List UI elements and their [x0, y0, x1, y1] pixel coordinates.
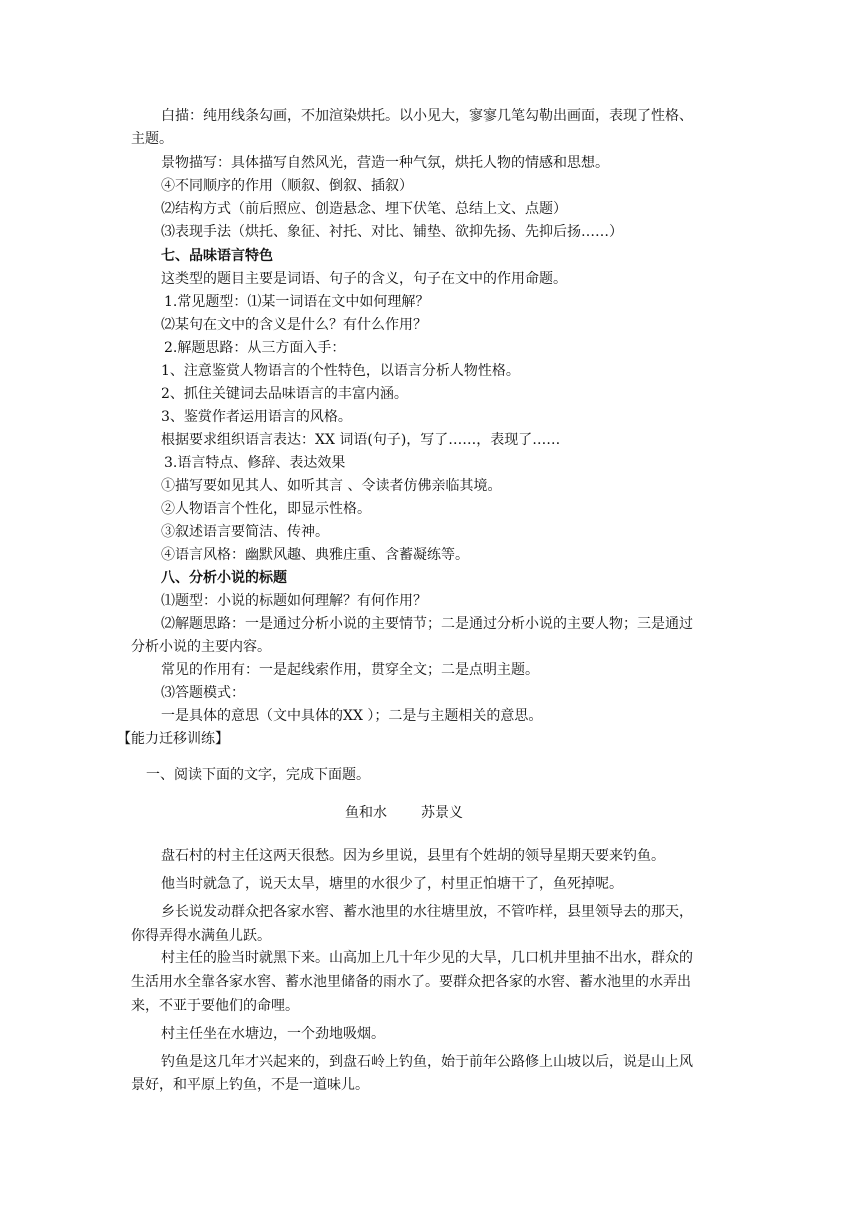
text-line: 乡长说发动群众把各家水窖、蓄水池里的水往塘里放，不管咋样，县里领导去的那天，	[161, 904, 693, 920]
text-line: 钓鱼是这几年才兴起来的，到盘石岭上钓鱼，始于前年公路修上山坡以后，说是山上风	[161, 1054, 693, 1070]
text-line: ⑵结构方式（前后照应、创造悬念、埋下伏笔、总结上文、点题）	[161, 201, 567, 217]
text-line: 一、阅读下面的文字，完成下面题。	[146, 767, 370, 783]
text-line: 常见的作用有：一是起线索作用，贯穿全文；二是点明主题。	[161, 662, 539, 678]
text-line: 这类型的题目主要是词语、句子的含义，句子在文中的作用命题。	[161, 271, 567, 287]
text-line: 来，不亚于要他们的命哩。	[131, 998, 299, 1014]
story-author: 苏景义	[421, 805, 463, 821]
text-line: 1.常见题型：⑴某一词语在文中如何理解？	[164, 294, 430, 310]
text-line: ⑴题型：小说的标题如何理解？有何作用？	[161, 593, 427, 609]
section-heading: 【能力迁移训练】	[117, 731, 229, 747]
text-line: 根据要求组织语言表达：XX 词语(句子)，写了……，表现了……	[161, 432, 561, 448]
section-heading: 八、分析小说的标题	[161, 570, 287, 586]
text-line: ②人物语言个性化，即显示性格。	[161, 501, 371, 517]
text-line: 生活用水全靠各家水窖、蓄水池里储备的雨水了。要群众把各家的水窖、蓄水池里的水弄出	[131, 974, 691, 990]
text-line: ④语言风格：幽默风趣、典雅庄重、含蓄凝练等。	[161, 547, 469, 563]
section-heading: 七、品味语言特色	[161, 248, 273, 264]
text-line: 他当时就急了，说天太旱，塘里的水很少了，村里正怕塘干了，鱼死掉呢。	[161, 876, 623, 892]
text-line: 2、抓住关键词去品味语言的丰富内涵。	[161, 386, 408, 402]
text-line: 主题。	[131, 131, 173, 147]
text-line: 村主任的脸当时就黑下来。山高加上几十年少见的大旱，几口机井里抽不出水，群众的	[161, 950, 693, 966]
text-line: ①描写要如见其人、如听其言 、令读者仿佛亲临其境。	[161, 478, 502, 494]
text-line: ④不同顺序的作用（顺叙、倒叙、插叙）	[161, 178, 413, 194]
text-line: ⑶答题模式：	[161, 685, 245, 701]
text-line: 分析小说的主要内容。	[131, 639, 271, 655]
text-line: 2.解题思路：从三方面入手：	[164, 340, 346, 356]
text-line: 你得弄得水满鱼儿跃。	[131, 928, 271, 944]
text-line: 3.语言特点、修辞、表达效果	[164, 455, 346, 471]
text-line: ⑵解题思路：一是通过分析小说的主要情节；二是通过分析小说的主要人物；三是通过	[161, 616, 693, 632]
text-line: ③叙述语言要简洁、传神。	[161, 524, 329, 540]
text-line: ⑵某句在文中的含义是什么？有什么作用？	[161, 317, 427, 333]
text-line: 景好，和平原上钓鱼，不是一道味儿。	[131, 1077, 369, 1093]
text-line: 白描：纯用线条勾画，不加渲染烘托。以小见大，寥寥几笔勾勒出画面，表现了性格、	[161, 108, 693, 124]
text-line: 1、注意鉴赏人物语言的个性特色，以语言分析人物性格。	[161, 363, 520, 379]
text-line: 景物描写：具体描写自然风光，营造一种气氛，烘托人物的情感和思想。	[161, 155, 609, 171]
story-title: 鱼和水	[345, 805, 387, 821]
text-line: 盘石村的村主任这两天很愁。因为乡里说，县里有个姓胡的领导星期天要来钓鱼。	[161, 848, 665, 864]
text-line: 一是具体的意思（文中具体的XX ）；二是与主题相关的意思。	[161, 708, 543, 724]
text-line: 3、鉴赏作者运用语言的风格。	[161, 409, 352, 425]
text-line: ⑶表现手法（烘托、象征、衬托、对比、铺垫、欲抑先扬、先抑后扬……）	[161, 224, 623, 240]
text-line: 村主任坐在水塘边，一个劲地吸烟。	[161, 1026, 385, 1042]
